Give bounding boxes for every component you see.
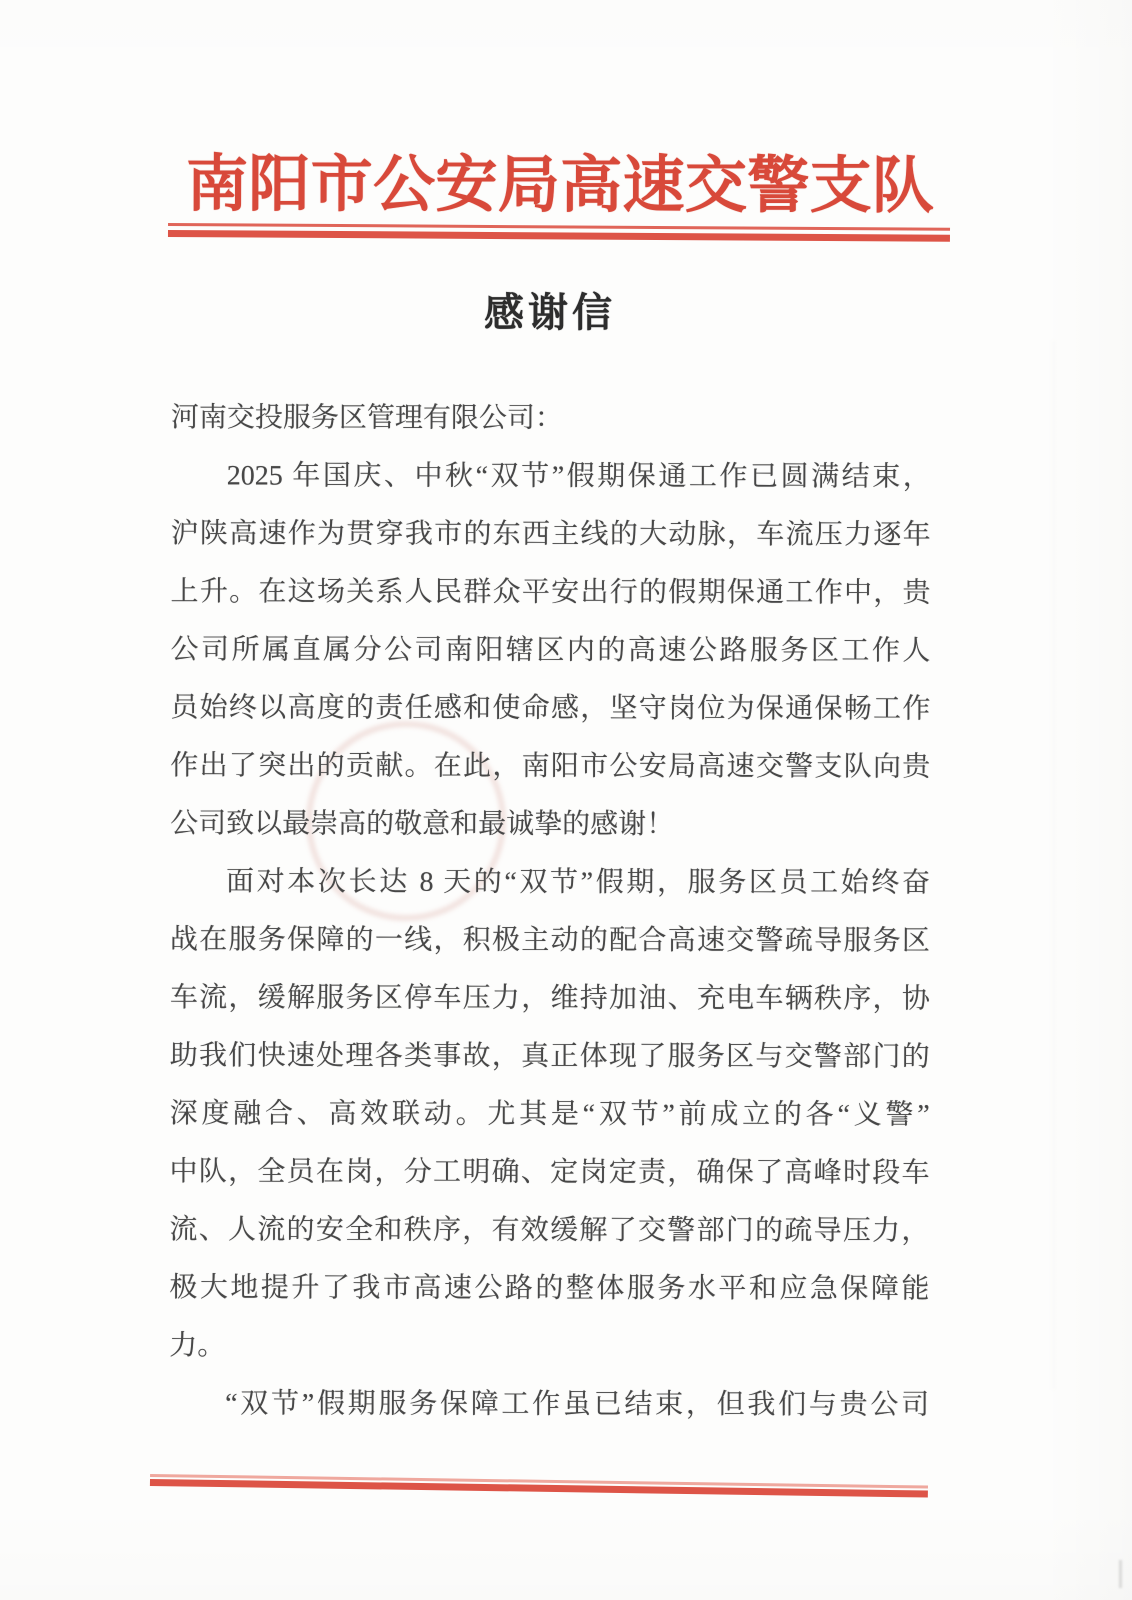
letter-line: 员始终以高度的责任感和使命感，坚守岗位为保通保畅工作 [170, 692, 931, 725]
letter-line: 力。 [169, 1330, 226, 1362]
letter-line: 沪陕高速作为贯穿我市的东西主线的大动脉，车流压力逐年 [170, 518, 931, 551]
document-title: 感谢信 [484, 290, 616, 335]
letter-line: 车流，缓解服务区停车压力，维持加油、充电车辆秩序，协 [169, 982, 930, 1015]
letter-line: 2025 年国庆、中秋“双节”假期保通工作已圆满结束， [226, 460, 931, 493]
letter-line: 上升。在这场关系人民群众平安出行的假期保通工作中，贵 [170, 576, 931, 609]
salutation-line: 河南交投服务区管理有限公司： [170, 402, 563, 435]
letter-body [169, 389, 931, 1434]
letter-line: 极大地提升了我市高速公路的整体服务水平和应急保障能 [169, 1272, 930, 1305]
letter-line: 助我们快速处理各类事故，真正体现了服务区与交警部门的 [169, 1040, 930, 1073]
letter-line: “双节”假期服务保障工作虽已结束，但我们与贵公司 [225, 1388, 930, 1421]
letter-line: 中队，全员在岗，分工明确、定岗定责，确保了高峰时段车 [169, 1156, 930, 1189]
letter-line: 流、人流的安全和秩序，有效缓解了交警部门的疏导压力， [169, 1214, 930, 1247]
letter-line: 作出了突出的贡献。在此，南阳市公安局高速交警支队向贵 [170, 750, 931, 783]
letter-line: 公司致以最崇高的敬意和最诚挚的感谢！ [170, 808, 675, 841]
footer-rule [150, 1474, 928, 1498]
scan-artifact-streak [1119, 1560, 1122, 1588]
letterhead-title: 南阳市公安局高速交警支队 [185, 151, 935, 221]
letterhead-double-rule [168, 223, 950, 242]
letter-line: 战在服务保障的一线，积极主动的配合高速交警疏导服务区 [169, 924, 930, 957]
letter-line: 深度融合、高效联动。尤其是“双节”前成立的各“义警” [169, 1098, 930, 1131]
scan-artifact-soft-streak [1052, 340, 1055, 1390]
letter-line: 面对本次长达 8 天的“双节”假期，服务区员工始终奋 [226, 866, 931, 899]
letter-line: 公司所属直属分公司南阳辖区内的高速公路服务区工作人 [170, 634, 931, 667]
